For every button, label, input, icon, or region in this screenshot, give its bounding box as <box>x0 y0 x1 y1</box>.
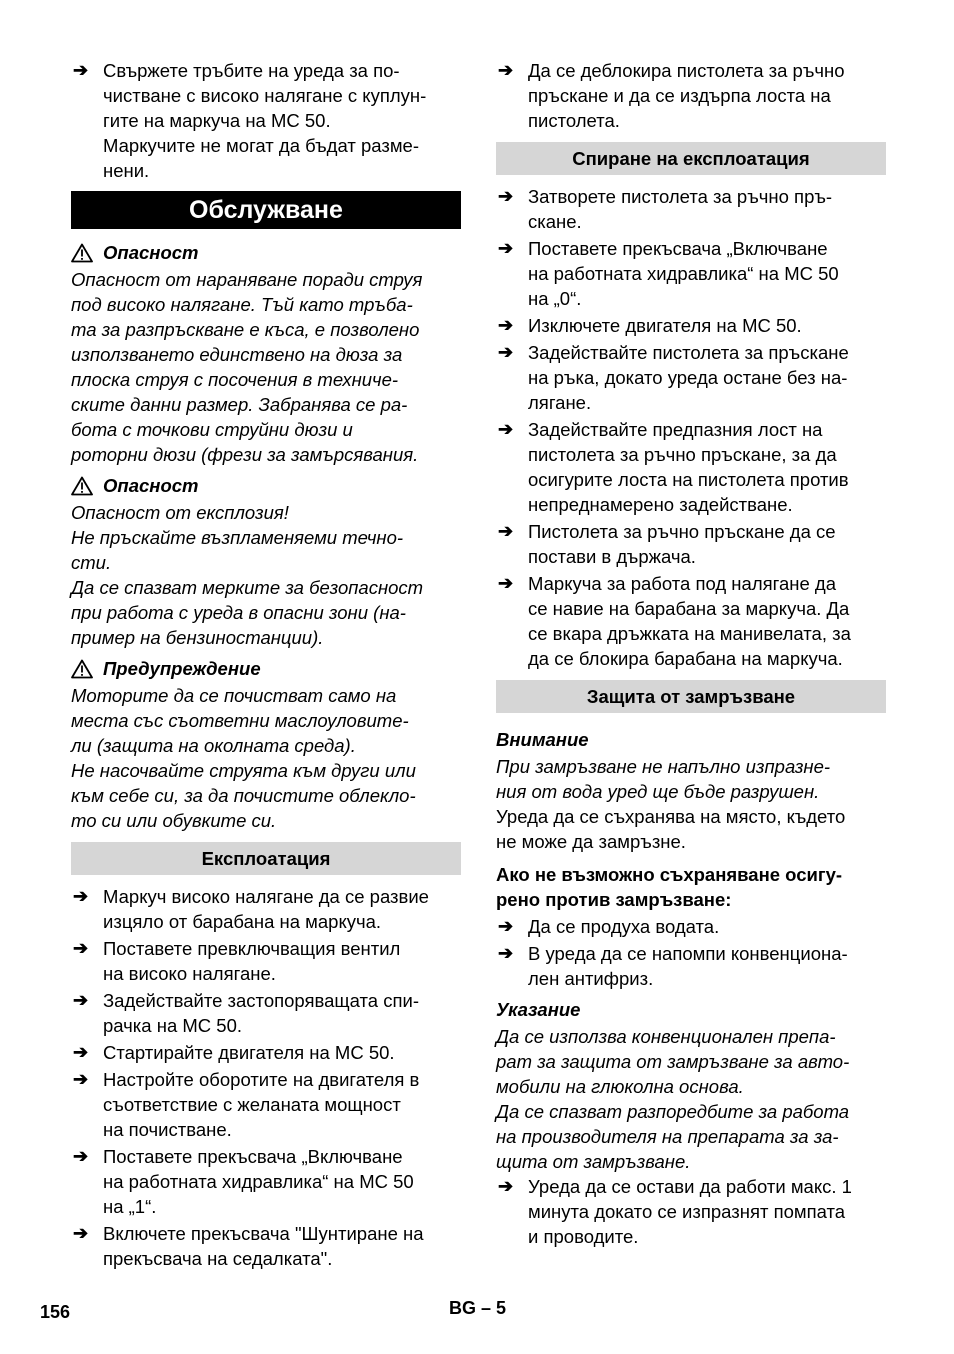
text-line: постави в държача. <box>528 546 696 567</box>
text-line: роторни дюзи (фрези за замърсявания. <box>71 444 419 465</box>
text-line: прекъсвача на седалката". <box>103 1248 333 1269</box>
text-line: Маркуч високо налягане да се развие <box>103 886 429 907</box>
list-item <box>71 1144 461 1219</box>
section-title: Спиране на експлоатация <box>496 142 886 175</box>
arrow-icon: ➔ <box>73 1223 89 1243</box>
text-line: използването единствено на дюза за <box>71 344 403 365</box>
text-line: Задействайте застопоряващата спи- <box>103 990 419 1011</box>
text-line: Да се спазват разпоредбите за работа <box>496 1101 850 1122</box>
caution-normal-text <box>496 804 886 854</box>
warning-triangle-icon <box>71 243 93 263</box>
text-line: нени. <box>103 160 150 181</box>
danger-title: Опасност <box>103 475 199 496</box>
list-item <box>496 58 886 133</box>
chapter-title: Обслужване <box>71 191 461 229</box>
text-line: Опасност от експлозия! <box>71 502 289 523</box>
text-line: не може да замръзне. <box>496 831 686 852</box>
right-column <box>496 58 886 1249</box>
list-item <box>496 184 886 234</box>
list-item <box>71 1040 461 1065</box>
list-item <box>496 313 886 338</box>
list-item <box>496 914 886 939</box>
note-text <box>496 1024 886 1174</box>
arrow-icon: ➔ <box>73 886 89 906</box>
danger-heading <box>71 473 461 498</box>
left-column <box>71 58 461 1271</box>
list-item <box>496 340 886 415</box>
frost-list <box>496 914 886 991</box>
text-line: Да се спазват мерките за безопасност <box>71 577 424 598</box>
text-line: та за разпръскване е къса, е позволено <box>71 319 420 340</box>
text-line: се вкара дръжката на манивелата, за <box>528 623 851 644</box>
text-line: Да се продуха водата. <box>528 916 720 937</box>
shutdown-list <box>496 184 886 671</box>
text-line: съответствие с желаната мощност <box>103 1094 401 1115</box>
text-line: Не насочвайте струята към други или <box>71 760 416 781</box>
text-line: ли (защита на околната среда). <box>71 735 356 756</box>
text-line: Да се деблокира пистолета за ръчно <box>528 60 845 81</box>
arrow-icon: ➔ <box>498 521 514 541</box>
text-line: Да се използва конвенционален препа- <box>496 1026 836 1047</box>
danger-text <box>71 267 461 467</box>
text-line: бота с точкови струйни дюзи и <box>71 419 353 440</box>
text-line: на почистване. <box>103 1119 232 1140</box>
warning-text <box>71 683 461 833</box>
text-line: към себе си, за да почистите облекло- <box>71 785 416 806</box>
text-line: на високо налягане. <box>103 963 276 984</box>
list-item <box>71 1221 461 1271</box>
text-line: В уреда да се напомпи конвенциона- <box>528 943 848 964</box>
text-line: чистване с високо налягане с куплун- <box>103 85 427 106</box>
arrow-icon: ➔ <box>498 186 514 206</box>
text-line: при работа с уреда в опасни зони (на- <box>71 602 406 623</box>
text-line: Маркучите не могат да бъдат разме- <box>103 135 419 156</box>
bold-paragraph <box>496 862 886 912</box>
text-line: на работната хидравлика“ на MC 50 <box>103 1171 414 1192</box>
text-line: изцяло от барабана на маркуча. <box>103 911 382 932</box>
text-line: пример на бензиностанции). <box>71 627 324 648</box>
text-line: Уреда да се остави да работи макс. 1 <box>528 1176 852 1197</box>
text-line: Включете прекъсвача "Шунтиране на <box>103 1223 424 1244</box>
list-item <box>71 936 461 986</box>
danger-title: Опасност <box>103 242 199 263</box>
arrow-icon: ➔ <box>73 60 89 80</box>
text-line: Стартирайте двигателя на MC 50. <box>103 1042 395 1063</box>
list-item <box>496 519 886 569</box>
caution-title: Внимание <box>496 729 589 750</box>
arrow-icon: ➔ <box>498 1176 514 1196</box>
text-line: минута докато се изпразнят помпата <box>528 1201 846 1222</box>
note-title: Указание <box>496 999 581 1020</box>
text-line: Поставете прекъсвача „Включване <box>103 1146 403 1167</box>
text-line: на ръка, докато уреда остане без на- <box>528 367 848 388</box>
arrow-icon: ➔ <box>498 60 514 80</box>
arrow-icon: ➔ <box>73 938 89 958</box>
text-line: щита от замръзване. <box>496 1151 691 1172</box>
text-line: Изключете двигателя на MC 50. <box>528 315 802 336</box>
text-line: пистолета. <box>528 110 620 131</box>
text-line: лягане. <box>528 392 592 413</box>
arrow-icon: ➔ <box>73 990 89 1010</box>
text-line: на производителя на препарата за за- <box>496 1126 839 1147</box>
text-line: скане. <box>528 211 582 232</box>
danger-heading <box>71 240 461 265</box>
warning-triangle-icon <box>71 476 93 496</box>
arrow-icon: ➔ <box>498 573 514 593</box>
text-line: Моторите да се почистват само на <box>71 685 397 706</box>
text-line: Задействайте предпазния лост на <box>528 419 823 440</box>
list-item <box>496 1174 886 1249</box>
arrow-icon: ➔ <box>498 238 514 258</box>
text-line: непреднамерено задействане. <box>528 494 793 515</box>
text-line: Свържете тръбите на уреда за по- <box>103 60 400 81</box>
text-line: плоска струя с посочения в техниче- <box>71 369 399 390</box>
list-item <box>71 1067 461 1142</box>
list-item <box>71 884 461 934</box>
text-line: то си или обувките си. <box>71 810 277 831</box>
warning-title: Предупреждение <box>103 658 261 679</box>
text-line: Уреда да се съхранява на място, където <box>496 806 846 827</box>
text-line: Затворете пистолета за ръчно пръ- <box>528 186 833 207</box>
section-title: Защита от замръзване <box>496 680 886 713</box>
list-item <box>496 417 886 517</box>
section-title: Експлоатация <box>71 842 461 875</box>
text-line: места със съответни маслоуловите- <box>71 710 409 731</box>
text-line: осигурите лоста на пистолета против <box>528 469 849 490</box>
text-line: Поставете превключващия вентил <box>103 938 401 959</box>
text-line: пръскане и да се издърпа лоста на <box>528 85 831 106</box>
text-line: сти. <box>71 552 112 573</box>
list-item <box>71 58 461 133</box>
text-line: При замръзване не напълно изпразне- <box>496 756 831 777</box>
language-page-code: BG – 5 <box>449 1298 507 1318</box>
text-line: на работната хидравлика“ на MC 50 <box>528 263 839 284</box>
text-line: Опасност от нараняване поради струя <box>71 269 423 290</box>
text-line: гите на маркуча на MC 50. <box>103 110 331 131</box>
text-line: Настройте оборотите на двигателя в <box>103 1069 420 1090</box>
list-item <box>496 941 886 991</box>
text-line: рат за защита от замръзване за авто- <box>496 1051 850 1072</box>
text-line: Задействайте пистолета за пръскане <box>528 342 849 363</box>
warning-heading <box>71 656 461 681</box>
text-line: лен антифриз. <box>528 968 654 989</box>
list-item <box>496 571 886 671</box>
warning-triangle-icon <box>71 659 93 679</box>
arrow-icon: ➔ <box>498 419 514 439</box>
page-number: 156 <box>40 1302 71 1322</box>
text-line: на „0“. <box>528 288 582 309</box>
arrow-icon: ➔ <box>73 1069 89 1089</box>
arrow-icon: ➔ <box>498 315 514 335</box>
text-line: Маркуча за работа под налягане да <box>528 573 836 594</box>
arrow-icon: ➔ <box>498 943 514 963</box>
operation-list <box>71 884 461 1271</box>
text-line: да се блокира барабана на маркуча. <box>528 648 843 669</box>
text-line: пистолета за ръчно пръскане, за да <box>528 444 837 465</box>
danger-text <box>71 500 461 650</box>
arrow-icon: ➔ <box>73 1042 89 1062</box>
list-item <box>496 236 886 311</box>
text-line: рено против замръзване: <box>496 889 732 910</box>
text-line: Ако не възможно съхраняване осигу- <box>496 864 843 885</box>
text-line: ските данни размер. Забранява се ра- <box>71 394 408 415</box>
text-line: на „1“. <box>103 1196 157 1217</box>
text-line: Пистолета за ръчно пръскане да се <box>528 521 836 542</box>
text-line: Не пръскайте възпламеняеми течно- <box>71 527 404 548</box>
text-line: под високо налягане. Тъй като тръба- <box>71 294 413 315</box>
text-line: рачка на MC 50. <box>103 1015 243 1036</box>
arrow-icon: ➔ <box>498 916 514 936</box>
text-line: ния от вода уред ще бъде разрушен. <box>496 781 820 802</box>
arrow-icon: ➔ <box>498 342 514 362</box>
text-line: и проводите. <box>528 1226 639 1247</box>
caution-text <box>496 754 886 804</box>
text-line: Поставете прекъсвача „Включване <box>528 238 828 259</box>
continuation-paragraph <box>71 133 461 183</box>
arrow-icon: ➔ <box>73 1146 89 1166</box>
text-line: се навие на барабана за маркуча. Да <box>528 598 850 619</box>
text-line: мобили на глюколна основа. <box>496 1076 744 1097</box>
list-item <box>71 988 461 1038</box>
